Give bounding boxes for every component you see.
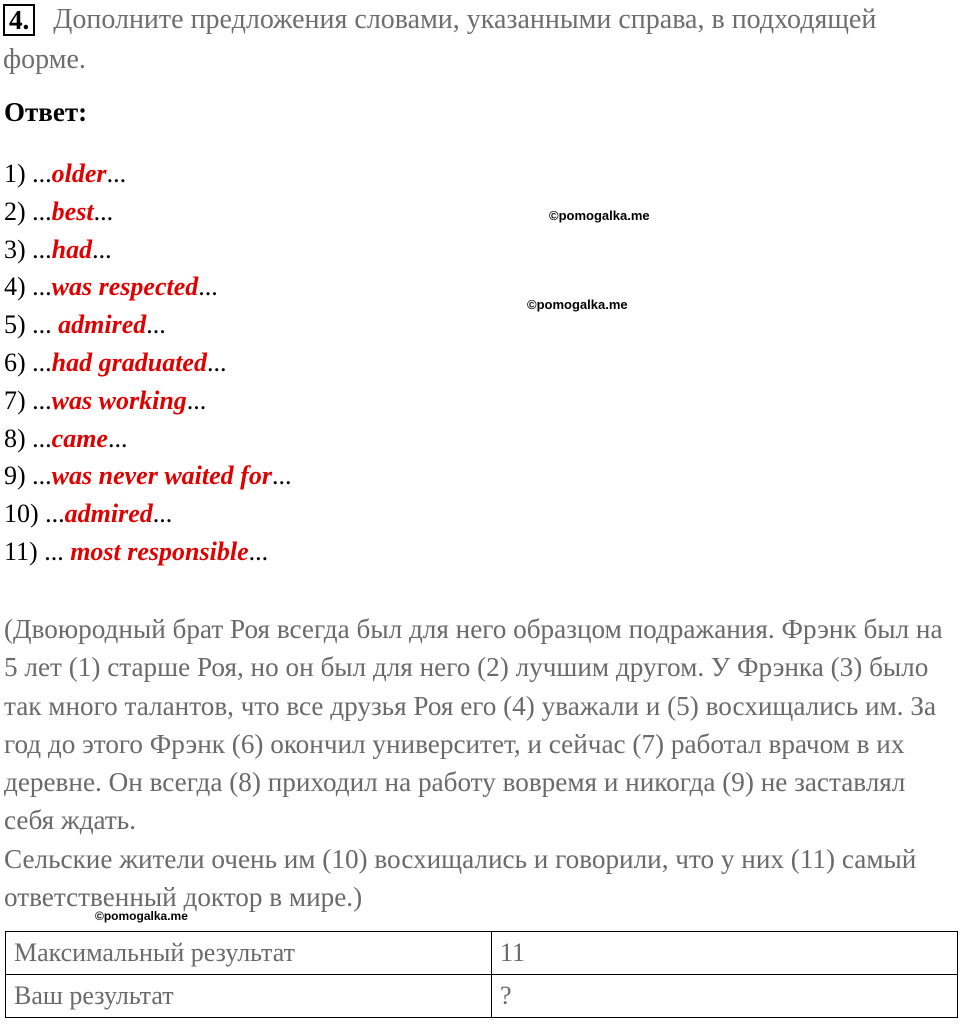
answer-item: 6) ...had graduated...: [4, 347, 227, 377]
watermark: ©pomogalka.me: [527, 297, 628, 312]
answer-item: 10) ...admired...: [4, 499, 173, 529]
translation-paragraph-2: Сельские жители очень им (10) восхищались и говорили, что у них (11) самый ответственный доктор в мире.): [4, 843, 917, 913]
your-score-label: Ваш результат: [6, 975, 492, 1018]
task-number: 4.: [3, 4, 35, 36]
answer-item: 11) ... most responsible...: [4, 536, 269, 566]
score-table: [5, 931, 958, 1018]
answer-word: was respected: [51, 272, 199, 302]
answer-word: admired: [58, 310, 147, 340]
answer-word: came: [51, 423, 108, 453]
answer-label: Ответ:: [4, 97, 88, 127]
answer-word: older: [51, 159, 107, 188]
translation-paragraph-1: (Двоюродный брат Роя всегда был для него образцом подражания. Фрэнк был на 5 лет (1) старше Роя, но он был для него (2) лучшим другом. У Фрэнка (3) было так много талантов, что все друзья Роя его (4) уважали и (5) восхищались им. За год до этого Фрэнк (6) окончил университет, и сейчас (7) работал врачом в их деревне. Он всегда (8) приходил на работу вовремя и никогда (9) не заставлял себя ждать.: [4, 614, 943, 836]
answer-item: 2) ...best...: [4, 196, 114, 226]
table-row: [6, 932, 958, 975]
max-score-label: Максимальный результат: [6, 932, 492, 975]
answer-item: 9) ...was never waited for...: [4, 461, 292, 491]
answer-word: was never waited for: [51, 461, 272, 491]
watermark: ©pomogalka.me: [95, 909, 188, 923]
answer-word: best: [51, 196, 94, 226]
answer-word: had: [51, 234, 93, 264]
answer-item: 1) ...older...: [4, 159, 127, 188]
answer-item: 4) ...was respected...: [4, 272, 218, 302]
answer-word: had graduated: [51, 347, 207, 377]
answer-item: 5) ... admired...: [4, 310, 166, 340]
table-row: [6, 975, 958, 1018]
answer-list: [4, 155, 291, 571]
answer-item: 8) ...came...: [4, 423, 128, 453]
max-score-value: 11: [492, 932, 958, 975]
answer-item: 7) ...was working...: [4, 385, 207, 415]
translation-text: [4, 610, 954, 916]
task-instruction: Дополните предложения словами, указанными справа, в подходящей форме.: [3, 4, 877, 75]
answer-item: 3) ...had...: [4, 234, 112, 264]
answer-word: was working: [51, 385, 187, 415]
answer-word: admired: [64, 499, 153, 529]
watermark: ©pomogalka.me: [549, 208, 650, 223]
answer-word: most responsible: [70, 536, 249, 566]
your-score-value[interactable]: ?: [492, 975, 958, 1018]
task-header: [3, 0, 953, 80]
